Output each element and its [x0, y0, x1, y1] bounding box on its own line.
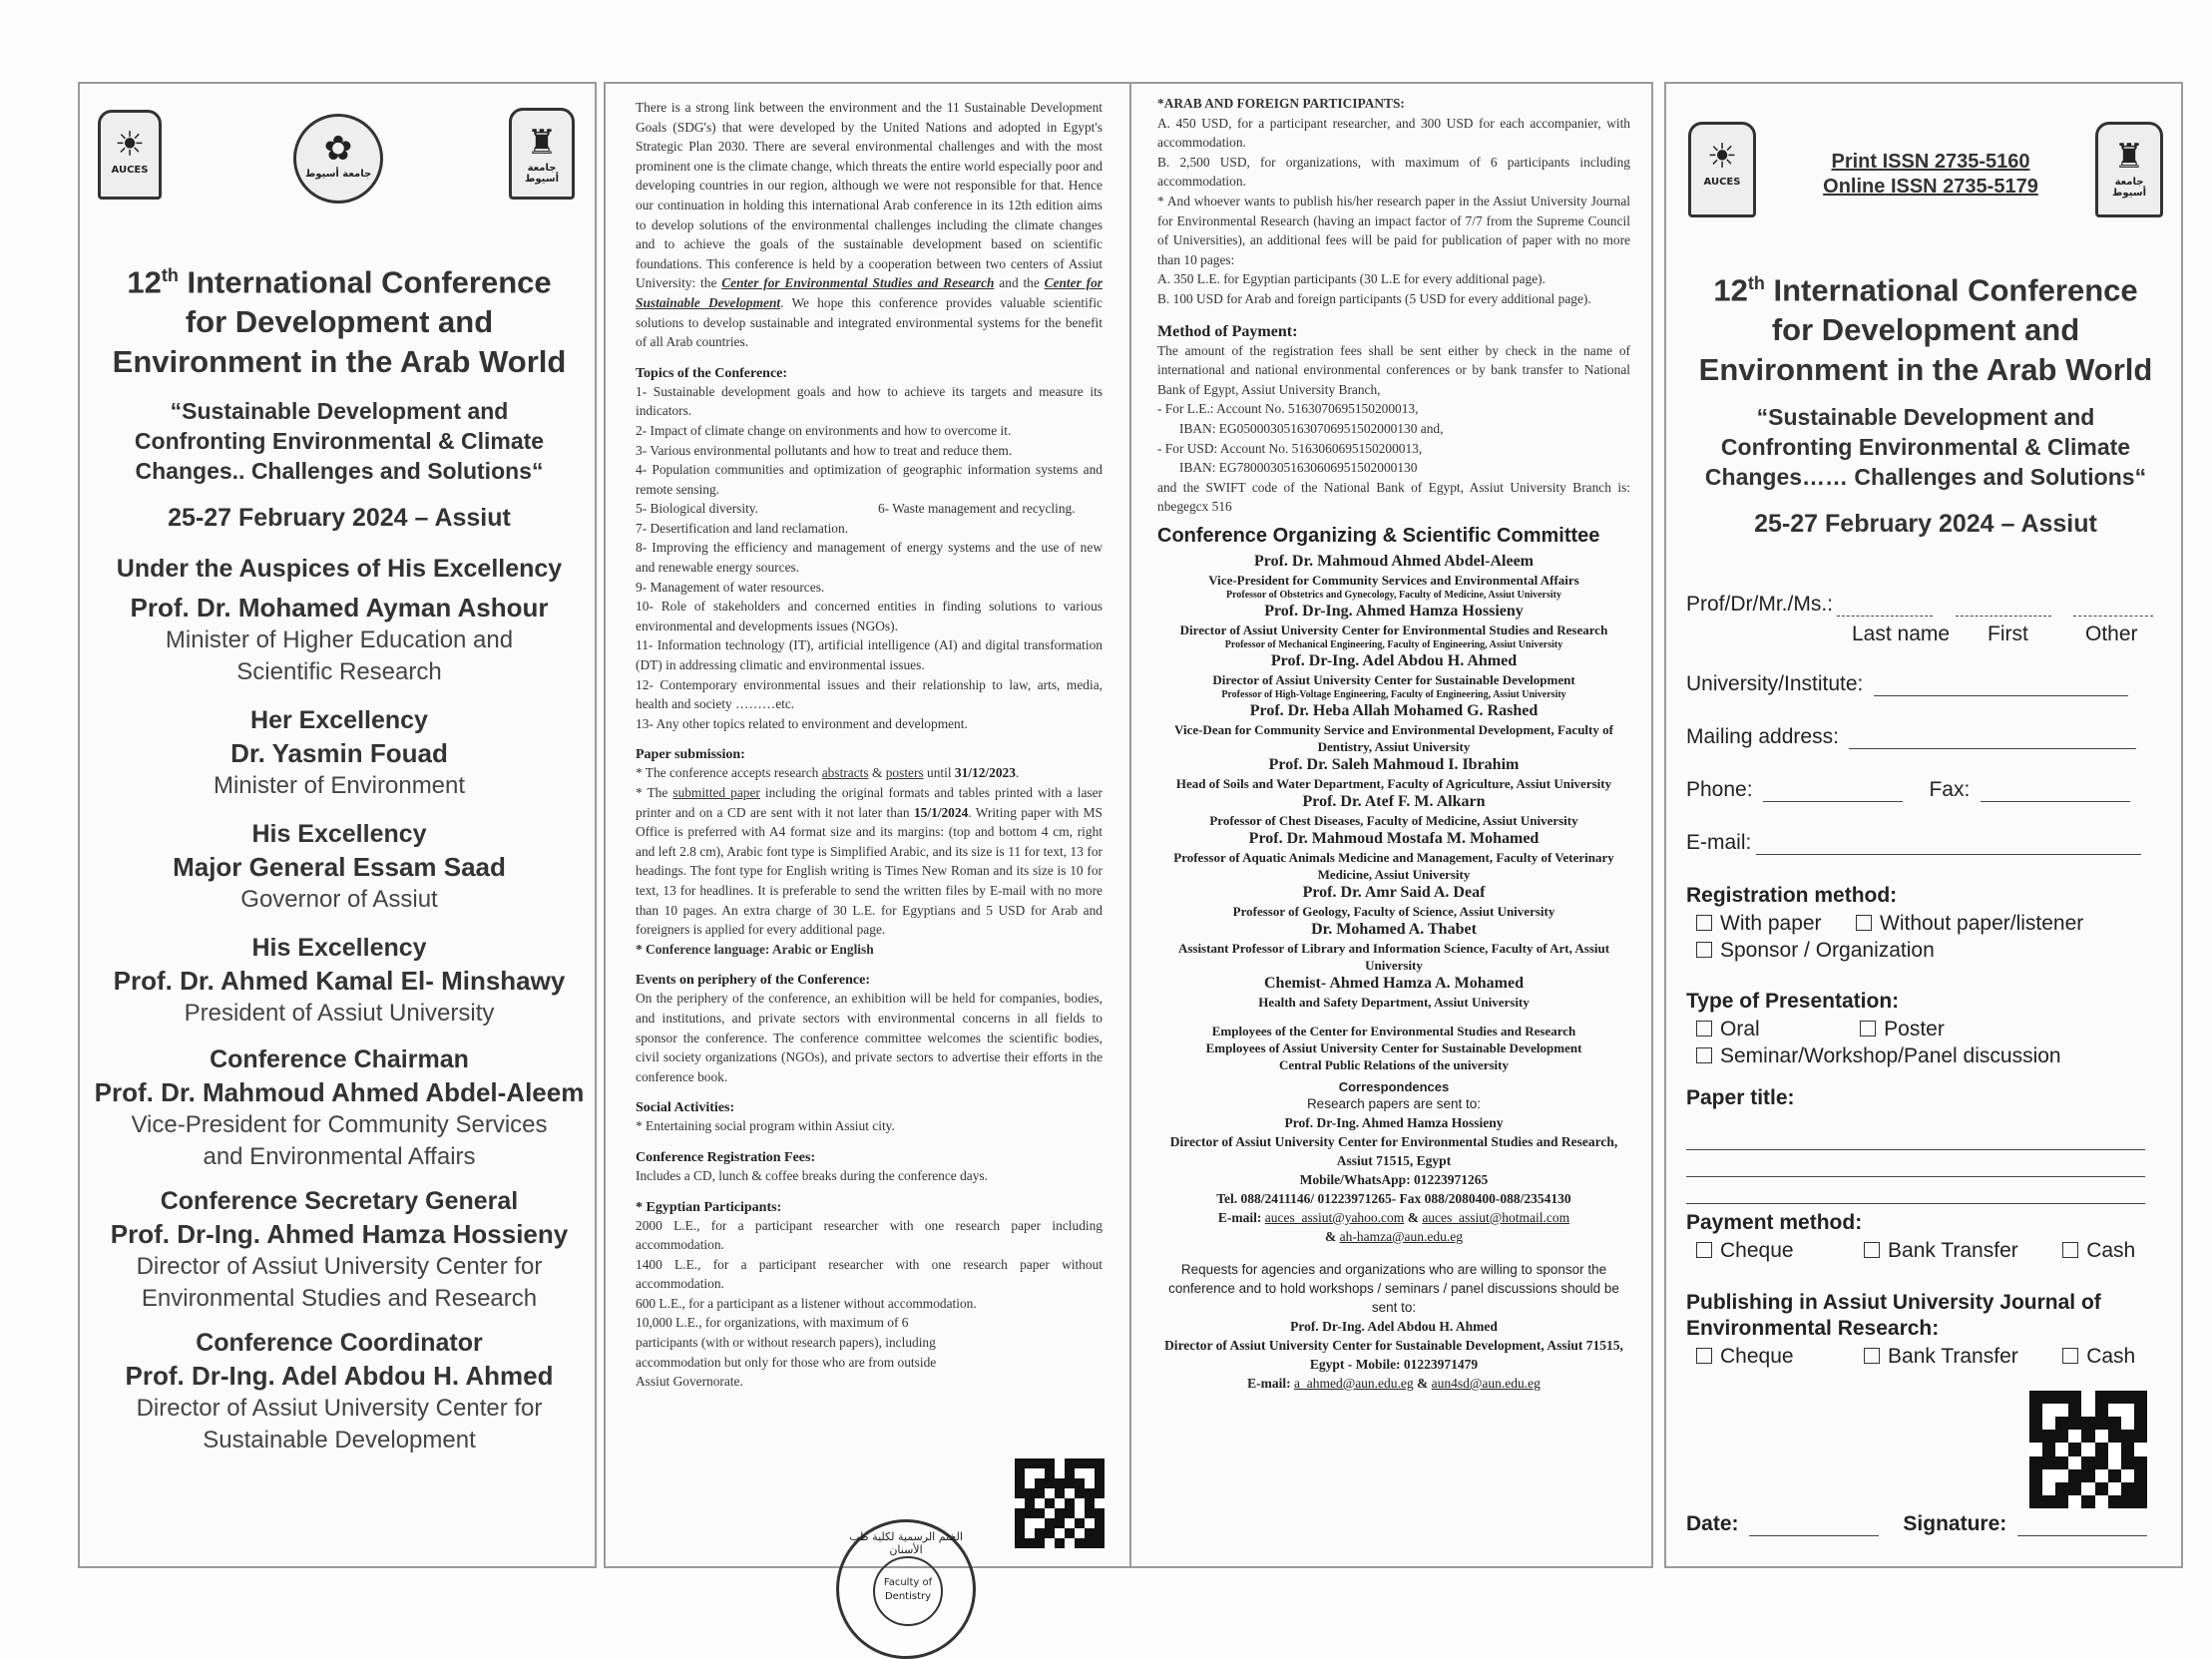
topics-heading: Topics of the Conference:	[636, 365, 788, 381]
payment-method-heading: Payment method:	[1686, 1211, 1863, 1234]
patron-role: Minister of Environment	[213, 772, 466, 800]
panel-info	[604, 82, 1132, 1568]
university-label: University/Institute:	[1686, 672, 1864, 695]
iban-le: IBAN: EG050003051630706951502000130 and,	[1179, 420, 1444, 436]
committee-member-name: Prof. Dr. Amr Said A. Deaf	[1302, 883, 1486, 901]
publication-fee-text: * And whoever wants to publish his/her research paper in the Assiut University Journal for Environmental Research (having an impact factor of 7/7 from the Supreme Council of Universities), an additional fees will be paid for publication of paper with no more than 10 pages:	[1157, 193, 1630, 267]
sponsor-option	[1696, 939, 1935, 963]
secretary-name: Prof. Dr-Ing. Ahmed Hamza Hossieny	[110, 1219, 569, 1250]
phone-label: Phone:	[1686, 778, 1753, 801]
auces-logo-icon: ☀ AUCES	[1688, 122, 1756, 217]
fees-text: Includes a CD, lunch & coffee breaks during the conference days.	[636, 1167, 988, 1183]
publishing-options	[1696, 1345, 2135, 1369]
coordinator-role-line2: Sustainable Development	[203, 1427, 476, 1454]
last-name-label: Last name	[1852, 622, 1951, 645]
paper-deadline-abstracts: * The conference accepts research abstracts & posters until 31/12/2023.	[636, 765, 1020, 781]
arab-foreign-fee: B. 2,500 USD, for organizations, with maximum of 6 participants including accommodation.	[1157, 154, 1630, 190]
patron-name: Prof. Dr. Ahmed Kamal El- Minshawy	[113, 966, 566, 997]
events-text: On the periphery of the conference, an exhibition will be held for companies, bodies, and institutions, and private sectors with environmental concerns in all fields to sponsor the conference. The conference committee welcomes the scientific bodies, civil society organizations (NGOs), and private sectors to advertise their efforts in the conference book.	[636, 991, 1103, 1084]
paper-title-field[interactable]	[1686, 1156, 2145, 1177]
poster-checkbox[interactable]	[1860, 1021, 1876, 1037]
committee-member-name: Prof. Dr. Heba Allah Mohamed G. Rashed	[1249, 701, 1539, 719]
form-conference-subtitle-line2: Confronting Environmental & Climate	[1720, 434, 2131, 461]
correspondences-heading: Correspondences	[1338, 1078, 1450, 1094]
topic-item: 3- Various environmental pollutants and how to treat and reduce them.	[636, 442, 1013, 458]
correspondence-tel: Tel. 088/2411146/ 01223971265- Fax 088/2080400-088/2354130	[1216, 1190, 1571, 1206]
seminar-checkbox[interactable]	[1696, 1047, 1712, 1063]
paper-deadline-full: * The submitted paper including the original formats and tables printed with a laser printer and on a CD are sent with it not later than 15/1/2024. Writing paper with MS Office is preferred with A4 format size and its margins: (top and bottom 4 cm, right and left 2.8 cm), Arabic font type is Simplified Arabic, and its size is 11 for text, 13 for headings. The font type for English writing is Times New Roman and its size is 10 for text, 13 for headlines. It is preferable to send the written files by E-mail with no more than 10 pages. An extra charge of 30 L.E. for Egyptians and 5 USD for Arab and foreigners is applied for every additional page.	[636, 785, 1104, 938]
signature-field[interactable]	[2017, 1515, 2147, 1536]
events-heading: Events on periphery of the Conference:	[636, 973, 870, 989]
committee-member-name: Prof. Dr-Ing. Adel Abdou H. Ahmed	[1270, 651, 1518, 669]
committee-member-name: Prof. Dr-Ing. Ahmed Hamza Hossieny	[1264, 602, 1524, 620]
social-text: * Entertaining social program within Assiut city.	[636, 1118, 895, 1134]
patron-heading: His Excellency	[251, 820, 427, 849]
topic-item: 1- Sustainable development goals and how to achieve its targets and measure its indicators.	[636, 383, 1103, 419]
topic-item: 4- Population communities and optimization of geographic information systems and remote sensing.	[636, 462, 1103, 497]
paper-title-heading: Paper title:	[1686, 1086, 1795, 1109]
egyptian-fee: 10,000 L.E., for organizations, with maximum of 6 participants (with or without research papers), including accommodation but only for those who are from outside Assiut Governorate.	[636, 1315, 937, 1390]
chairman-heading: Conference Chairman	[210, 1045, 469, 1074]
email-link[interactable]: auces_assiut@hotmail.com	[1422, 1209, 1570, 1225]
committee-member-name: Prof. Dr. Mahmoud Mostafa M. Mohamed	[1248, 829, 1540, 847]
fax-field[interactable]	[1981, 781, 2130, 802]
employees-line: Employees of the Center for Environmental Studies and Research	[1211, 1023, 1576, 1038]
other-name-label: Other	[2085, 622, 2138, 645]
patron-name: Major General Essam Saad	[173, 852, 506, 883]
paper-title-field[interactable]	[1686, 1183, 2145, 1204]
intro-paragraph: There is a strong link between the environment and the 11 Sustainable Development Goals (SDG's) that were developed by the United Nations and adopted in Egypt's Strategic Plan 2030. There are several environmental challenges and with the most prominent one is the climate change, which threats the entire world especially poor and developing countries in our region, although we were not responsible for that. Hence our continuation in holding this international Arab conference in its 12th edition aims to develop solutions of the environmental challenges including the climate changes and to achieve the goals of the sustainable development based on scientific foundations. This conference is held by a cooperation between two centers of Assiut University: the Center for Environmental Studies and Research and the Center for Sustainable Development. We hope this conference provides valuable scientific solutions to develop sustainable and integrated environmental systems for the benefit of all Arab countries.	[636, 100, 1104, 350]
correspondence-name: Prof. Dr-Ing. Ahmed Hamza Hossieny	[1284, 1114, 1504, 1130]
committee-member-detail: Professor of Mechanical Engineering, Faculty of Engineering, Assiut University	[1224, 638, 1563, 650]
employees-line: Central Public Relations of the university	[1278, 1056, 1509, 1072]
sponsor-contact-role: Director of Assiut University Center for Sustainable Development, Assiut 71515, Egypt - Mobile: 01223971479	[1164, 1337, 1623, 1372]
secretary-heading: Conference Secretary General	[160, 1187, 519, 1216]
oral-label: Oral	[1720, 1018, 1760, 1040]
fax-label: Fax:	[1929, 778, 1971, 801]
publication-fee: A. 350 L.E. for Egyptian participants (30 L.E for every additional page).	[1157, 271, 1546, 287]
bank-transfer-label: Bank Transfer	[1888, 1239, 2018, 1262]
sponsor-label: Sponsor / Organization	[1720, 939, 1935, 962]
presentation-type-heading: Type of Presentation:	[1686, 990, 1900, 1013]
committee-member-role: Assistant Professor of Library and Information Science, Faculty of Art, Assiut University	[1177, 940, 1610, 973]
auces-logo-icon: ☀ AUCES	[98, 110, 162, 200]
topic-item: 13- Any other topics related to environment and development.	[636, 715, 968, 731]
with-paper-label: With paper	[1720, 912, 1822, 935]
university-field[interactable]	[1874, 675, 2128, 696]
official-stamp-icon: الختم الرسمية لكلية طب الأسنان Faculty of Dentistry	[836, 1519, 976, 1659]
fees-heading: Conference Registration Fees:	[636, 1149, 816, 1165]
form-conference-title-line2: for Development and	[1771, 312, 2080, 348]
first-name-field[interactable]	[1956, 596, 2051, 617]
center-env-studies-link[interactable]: Center for Environmental Studies and Research	[721, 275, 995, 291]
seminar-label: Seminar/Workshop/Panel discussion	[1720, 1044, 2061, 1067]
patron-role: Governor of Assiut	[240, 886, 438, 914]
coordinator-heading: Conference Coordinator	[196, 1329, 483, 1358]
mailing-row	[1686, 725, 2136, 749]
center-sustainable-dev-link[interactable]: Center for Sustainable Development	[636, 275, 1103, 310]
other-name-field[interactable]	[2073, 596, 2153, 617]
payment-text: The amount of the registration fees shall be sent either by check in the name of international and national environmental conferences or by bank transfer to National Bank of Egypt, Assiut University Branch,	[1157, 342, 1630, 397]
email-label: E-mail:	[1686, 831, 1752, 854]
oral-checkbox[interactable]	[1696, 1021, 1712, 1037]
correspondence-email-line2: & ah-hamza@aun.edu.eg	[1325, 1228, 1463, 1244]
panel-cover	[78, 82, 597, 1568]
account-usd: - For USD: Account No. 5163060695150200013,	[1157, 440, 1423, 456]
conference-subtitle-line2: Confronting Environmental & Climate	[134, 428, 545, 455]
committee-member-name: Prof. Dr. Saleh Mahmoud I. Ibrahim	[1268, 755, 1520, 773]
chairman-role-line2: and Environmental Affairs	[203, 1143, 476, 1171]
correspondence-role: Director of Assiut University Center for Environmental Studies and Research, Assiut 71515, Egypt	[1169, 1133, 1618, 1168]
topic-item: 11- Information technology (IT), artificial intelligence (AI) and digital transformation (DT) in addressing climatic and environmental issues.	[636, 637, 1103, 673]
chairman-name: Prof. Dr. Mahmoud Ahmed Abdel-Aleem	[94, 1077, 585, 1108]
payment-method-heading: Method of Payment:	[1157, 322, 1298, 340]
egyptian-fee: 1400 L.E., for a participant researcher with one research paper without accommodation.	[636, 1256, 1103, 1292]
publishing-heading: Publishing in Assiut University Journal of	[1686, 1291, 2101, 1314]
phone-field[interactable]	[1763, 781, 1903, 802]
committee-member-role: Professor of Geology, Faculty of Science, Assiut University	[1232, 903, 1555, 919]
conference-title-line3: Environment in the Arab World	[112, 344, 567, 380]
employees-line: Employees of Assiut University Center for Sustainable Development	[1205, 1039, 1582, 1055]
auspices-heading: Under the Auspices of His Excellency	[116, 555, 563, 584]
coordinator-name: Prof. Dr-Ing. Adel Abdou H. Ahmed	[125, 1361, 554, 1392]
patron-role-line2: Scientific Research	[236, 658, 442, 686]
signature-label: Signature:	[1903, 1512, 2007, 1535]
bank-transfer-checkbox[interactable]	[1864, 1242, 1880, 1258]
email-field[interactable]	[1756, 834, 2141, 855]
patron-name: Prof. Dr. Mohamed Ayman Ashour	[130, 593, 549, 623]
correspondences-subheading: Research papers are sent to:	[1306, 1095, 1482, 1111]
topic-item: 12- Contemporary environmental issues and their relationship to law, arts, media, health and society ………etc.	[636, 676, 1103, 712]
date-label: Date:	[1686, 1512, 1739, 1535]
cheque-label: Cheque	[1720, 1239, 1794, 1262]
publish-cash-checkbox[interactable]	[2062, 1348, 2078, 1364]
center-sustainable-dev-logo-icon: ✿ جامعة أسيوط	[293, 114, 383, 204]
topic-item: 9- Management of water resources.	[636, 579, 825, 595]
email-link[interactable]: aun4sd@aun.edu.eg	[1431, 1375, 1541, 1391]
with-paper-checkbox[interactable]	[1696, 915, 1712, 931]
sponsor-request-text: Requests for agencies and organizations who are willing to sponsor the conference and to hold workshops / seminars / panel discussions should be sent to:	[1168, 1261, 1619, 1315]
patron-heading: His Excellency	[251, 934, 427, 963]
conference-language: * Conference language: Arabic or English	[636, 941, 874, 957]
form-conference-subtitle: “Sustainable Development and	[1756, 404, 2095, 431]
last-name-field[interactable]	[1837, 596, 1933, 617]
patron-name: Dr. Yasmin Fouad	[230, 738, 448, 769]
committee-member-role: Vice-President for Community Services and Environmental Affairs	[1208, 572, 1579, 588]
patron-role: Minister of Higher Education and	[165, 626, 514, 654]
conference-subtitle: “Sustainable Development and	[170, 398, 509, 425]
iban-usd: IBAN: EG780003051630606951502000130	[1179, 460, 1418, 476]
email-link[interactable]: ah-hamza@aun.edu.eg	[1339, 1228, 1463, 1244]
publish-cheque-checkbox[interactable]	[1696, 1348, 1712, 1364]
conference-title-line2: for Development and	[185, 304, 494, 340]
name-row	[1686, 593, 2153, 617]
coordinator-role: Director of Assiut University Center for	[136, 1395, 543, 1423]
swift-code: and the SWIFT code of the National Bank of Egypt, Assiut University Branch is: nbegegcx 516	[1157, 479, 1630, 515]
sponsor-contact-name: Prof. Dr-Ing. Adel Abdou H. Ahmed	[1290, 1318, 1498, 1334]
sponsor-contact-email: E-mail: a_ahmed@aun.edu.eg & aun4sd@aun.edu.eg	[1247, 1375, 1541, 1391]
publish-cash-label: Cash	[2086, 1345, 2136, 1368]
patron-role: President of Assiut University	[184, 1000, 495, 1028]
qr-code-icon	[2029, 1391, 2147, 1508]
poster-label: Poster	[1884, 1018, 1945, 1040]
presentation-options	[1696, 1018, 1945, 1041]
mailing-label: Mailing address:	[1686, 725, 1839, 748]
form-conference-date: 25-27 February 2024 – Assiut	[1754, 510, 2097, 539]
cash-checkbox[interactable]	[2062, 1242, 2078, 1258]
committee-member-role: Head of Soils and Water Department, Faculty of Agriculture, Assiut University	[1175, 775, 1612, 791]
publication-fee: B. 100 USD for Arab and foreign participants (5 USD for every additional page).	[1157, 290, 1591, 306]
egyptian-fee: 600 L.E., for a participant as a listener without accommodation.	[636, 1295, 977, 1311]
phone-row	[1686, 778, 2130, 802]
conference-subtitle-line3: Changes.. Challenges and Solutions“	[135, 458, 544, 485]
panel-committee	[1129, 82, 1653, 1568]
qr-code-icon	[1015, 1458, 1105, 1548]
without-paper-checkbox[interactable]	[1856, 915, 1872, 931]
committee-member-role: Director of Assiut University Center for Environmental Studies and Research	[1179, 622, 1608, 637]
topic-item: 8- Improving the efficiency and management of energy systems and the use of new and renewable energy sources.	[636, 540, 1103, 576]
without-paper-label: Without paper/listener	[1880, 912, 2084, 935]
publishing-heading-line2: Environmental Research:	[1686, 1317, 1940, 1340]
committee-member-name: Chemist- Ahmed Hamza A. Mohamed	[1264, 974, 1524, 992]
seminar-option	[1696, 1044, 2061, 1068]
university-row	[1686, 672, 2128, 696]
secretary-role: Director of Assiut University Center for	[136, 1253, 543, 1281]
committee-member-detail: Professor of High-Voltage Engineering, Faculty of Engineering, Assiut University	[1221, 688, 1566, 700]
committee-member-name: Prof. Dr. Mahmoud Ahmed Abdel-Aleem	[1254, 552, 1534, 570]
committee-member-role: Vice-Dean for Community Service and Environmental Development, Faculty of Dentistry, Assiut University	[1174, 721, 1613, 754]
form-conference-title-line3: Environment in the Arab World	[1698, 352, 2153, 388]
correspondence-email: E-mail: auces_assiut@yahoo.com & auces_assiut@hotmail.com	[1217, 1209, 1570, 1225]
date-field[interactable]	[1749, 1515, 1879, 1536]
correspondence-mobile: Mobile/WhatsApp: 01223971265	[1299, 1171, 1489, 1187]
assiut-university-logo-icon: ♜ جامعة أسيوط	[509, 108, 575, 200]
payment-options	[1696, 1239, 2135, 1263]
first-name-label: First	[1988, 622, 2028, 645]
name-label: Prof/Dr/Mr./Ms.:	[1686, 593, 1833, 616]
secretary-role-line2: Environmental Studies and Research	[141, 1285, 538, 1313]
panel-registration-form	[1664, 82, 2183, 1568]
form-conference-title: 12th International Conference	[1713, 272, 2138, 308]
conference-title: 12th International Conference	[127, 264, 552, 300]
committee-member-role: Professor of Chest Diseases, Faculty of Medicine, Assiut University	[1209, 812, 1578, 828]
cash-label: Cash	[2086, 1239, 2136, 1262]
committee-member-role: Professor of Aquatic Animals Medicine and Management, Faculty of Veterinary Medicine, Assiut University	[1173, 849, 1614, 882]
committee-member-detail: Professor of Obstetrics and Gynecology, Faculty of Medicine, Assiut University	[1226, 589, 1561, 601]
committee-member-name: Prof. Dr. Atef F. M. Alkarn	[1302, 792, 1486, 810]
topic-item: 2- Impact of climate change on environments and how to overcome it.	[636, 422, 1012, 438]
topic-item: 10- Role of stakeholders and concerned entities in finding solutions to various environmental and developments issues (NGOs).	[636, 599, 1103, 633]
egyptian-fee: 2000 L.E., for a participant researcher with one research paper including accommodation.	[636, 1217, 1103, 1253]
registration-options	[1696, 912, 2083, 936]
registration-method-heading: Registration method:	[1686, 884, 1898, 907]
form-conference-subtitle-line3: Changes…… Challenges and Solutions“	[1704, 464, 2147, 491]
topic-item: 7- Desertification and land reclamation.	[636, 520, 849, 536]
email-link[interactable]: a_ahmed@aun.edu.eg	[1294, 1375, 1414, 1391]
publish-bank-transfer-label: Bank Transfer	[1888, 1345, 2018, 1368]
committee-member-role: Director of Assiut University Center for Sustainable Development	[1212, 671, 1575, 687]
date-signature-row	[1686, 1512, 2147, 1536]
email-link[interactable]: auces_assiut@yahoo.com	[1264, 1209, 1405, 1225]
mailing-field[interactable]	[1849, 728, 2136, 749]
print-issn: Print ISSN 2735-5160	[1831, 151, 2030, 173]
arab-foreign-heading: *ARAB AND FOREIGN PARTICIPANTS:	[1157, 96, 1405, 111]
topic-item: 5- Biological diversity. 6- Waste management and recycling.	[636, 501, 1076, 517]
arab-foreign-fee: A. 450 USD, for a participant researcher, and 300 USD for each accompanier, with accommodation.	[1157, 115, 1630, 151]
paper-submission-heading: Paper submission:	[636, 747, 745, 763]
patron-heading: Her Excellency	[250, 706, 428, 735]
egyptian-fees-heading: * Egyptian Participants:	[636, 1199, 782, 1215]
publish-bank-transfer-checkbox[interactable]	[1864, 1348, 1880, 1364]
publish-cheque-label: Cheque	[1720, 1345, 1794, 1368]
cheque-checkbox[interactable]	[1696, 1242, 1712, 1258]
paper-title-field[interactable]	[1686, 1129, 2145, 1150]
committee-member-role: Health and Safety Department, Assiut University	[1258, 994, 1530, 1010]
assiut-university-logo-icon: ♜ جامعة أسيوط	[2095, 122, 2163, 217]
online-issn: Online ISSN 2735-5179	[1823, 176, 2038, 198]
email-row	[1686, 831, 2141, 855]
social-heading: Social Activities:	[636, 1100, 735, 1116]
chairman-role: Vice-President for Community Services	[131, 1111, 548, 1139]
conference-date: 25-27 February 2024 – Assiut	[168, 504, 511, 533]
committee-heading: Conference Organizing & Scientific Committee	[1157, 524, 1600, 547]
sponsor-checkbox[interactable]	[1696, 942, 1712, 958]
account-le: - For L.E.: Account No. 5163070695150200013,	[1157, 401, 1419, 417]
committee-member-name: Dr. Mohamed A. Thabet	[1311, 920, 1477, 938]
